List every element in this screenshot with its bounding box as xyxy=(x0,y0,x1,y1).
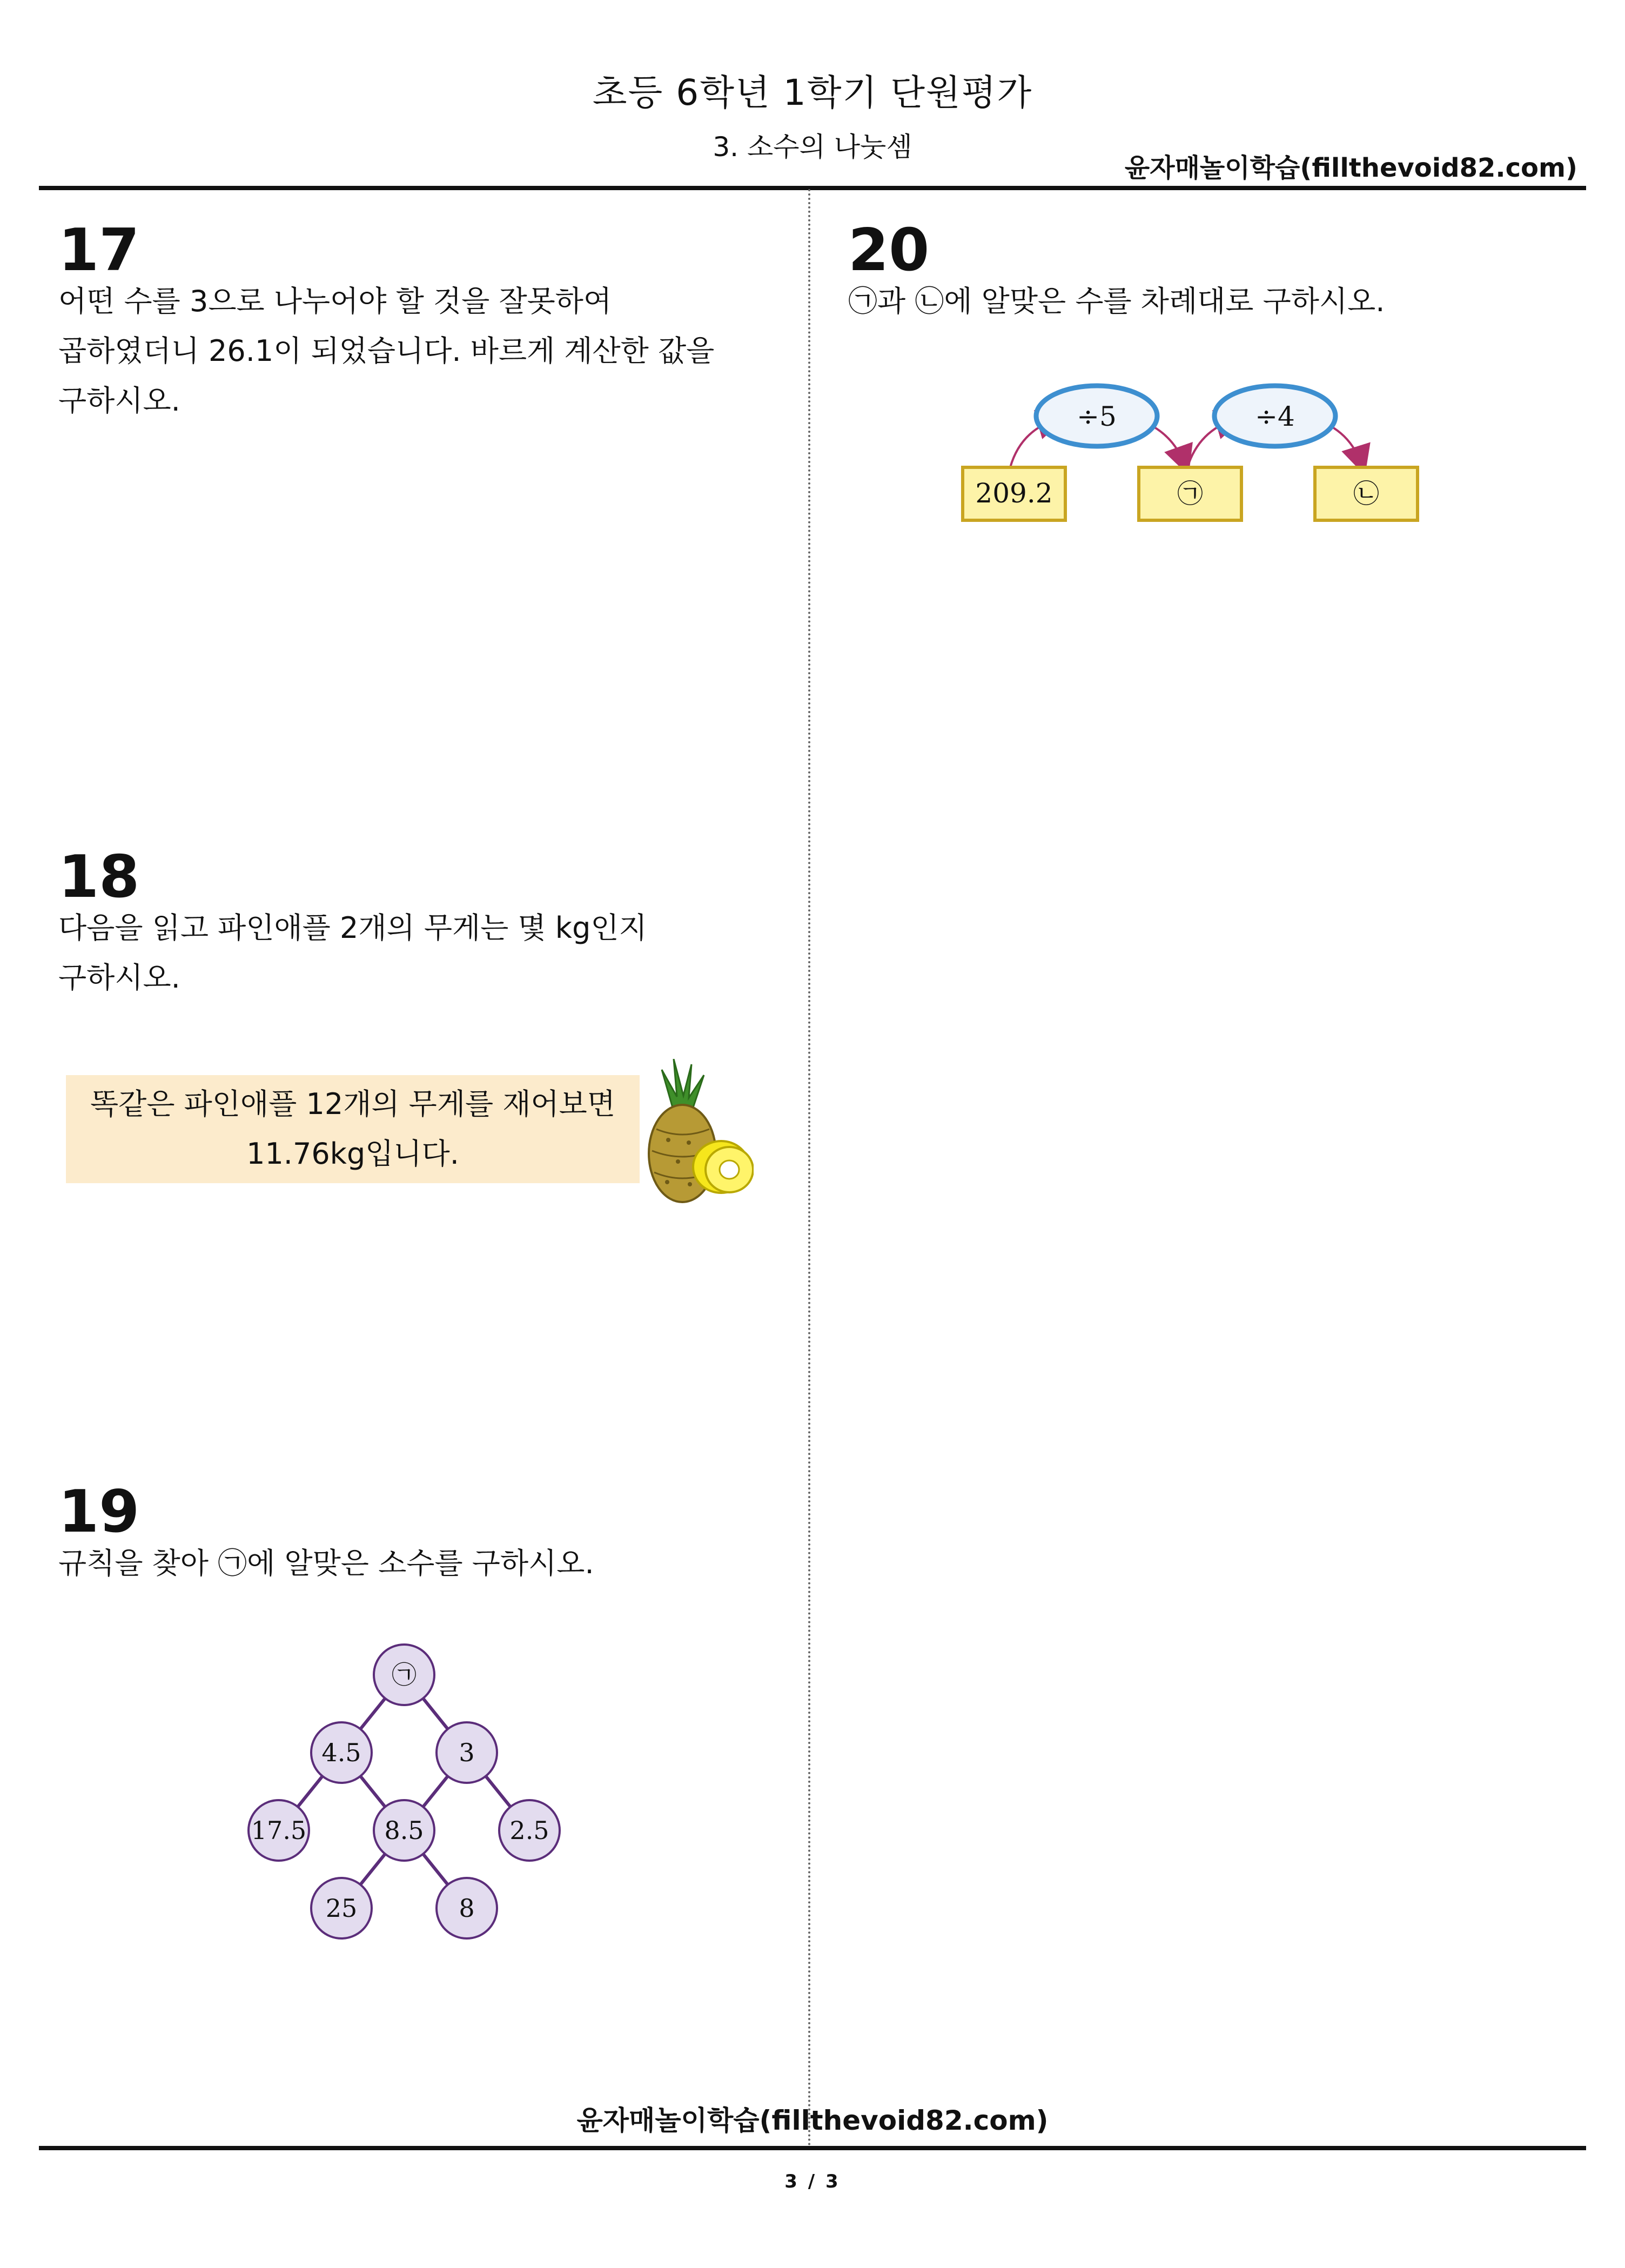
svg-text:÷5: ÷5 xyxy=(1077,401,1117,432)
svg-text:25: 25 xyxy=(325,1894,358,1923)
question-19-text: 규칙을 찾아 ㉠에 알맞은 소수를 구하시오. xyxy=(58,1546,594,1580)
question-17-text: 어떤 수를 3으로 나누어야 할 것을 잘못하여 곱하였더니 26.1이 되었습니다. 바르게 계산한 값을 구하시오. xyxy=(58,284,715,418)
column-divider xyxy=(808,189,810,2148)
value-box-blank-2 xyxy=(1315,467,1418,520)
value-box-blank-1 xyxy=(1139,467,1241,520)
question-19-number: 19 xyxy=(58,1478,140,1546)
svg-text:÷4: ÷4 xyxy=(1255,401,1295,432)
svg-text:㉠: ㉠ xyxy=(392,1660,417,1689)
pineapple-leaves-icon xyxy=(662,1059,704,1108)
svg-text:8: 8 xyxy=(459,1894,475,1923)
info-box-line-2: 11.76kg입니다. xyxy=(246,1137,459,1171)
tree-node-row2-left xyxy=(311,1722,372,1783)
tree-lines xyxy=(279,1675,529,1908)
tree-node-row2-right xyxy=(437,1722,497,1783)
page-number: 3 / 3 xyxy=(784,2171,841,2192)
division-flow-diagram xyxy=(956,378,1432,529)
question-20-text: ㉠과 ㉡에 알맞은 수를 차례대로 구하시오. xyxy=(848,284,1385,318)
tree-node-row3-right xyxy=(499,1800,560,1861)
number-tree-diagram xyxy=(238,1642,573,1956)
svg-text:3: 3 xyxy=(459,1738,475,1767)
svg-text:2.5: 2.5 xyxy=(509,1816,549,1845)
svg-text:㉠: ㉠ xyxy=(1177,479,1204,509)
question-17-number: 17 xyxy=(58,217,140,284)
question-18-info-box xyxy=(66,1075,640,1183)
header-rule xyxy=(39,186,1586,190)
svg-text:4.5: 4.5 xyxy=(321,1738,361,1767)
pineapple-illustration xyxy=(640,1059,754,1205)
header-brand: 윤자매놀이학습(fillthevoid82.com) xyxy=(1124,153,1577,183)
svg-text:209.2: 209.2 xyxy=(975,478,1053,509)
info-box-line-1: 똑같은 파인애플 12개의 무게를 재어보면 xyxy=(90,1087,615,1121)
question-20-number: 20 xyxy=(848,217,930,284)
pineapple-ring-icon xyxy=(693,1141,753,1193)
footer-rule xyxy=(39,2146,1586,2150)
operation-oval-2 xyxy=(1214,386,1335,446)
tree-node-row3-left xyxy=(249,1800,309,1861)
value-box-start xyxy=(963,467,1065,520)
tree-node-row3-middle xyxy=(374,1800,434,1861)
question-18-text: 다음을 읽고 파인애플 2개의 무게는 몇 kg인지 구하시오. xyxy=(58,911,647,995)
question-18-number: 18 xyxy=(58,843,140,911)
operation-oval-1 xyxy=(1036,386,1157,446)
svg-text:17.5: 17.5 xyxy=(251,1816,307,1845)
tree-node-row4-right xyxy=(437,1878,497,1938)
svg-text:8.5: 8.5 xyxy=(384,1816,424,1845)
tree-node-top xyxy=(374,1645,434,1705)
footer-brand: 윤자매놀이학습(fillthevoid82.com) xyxy=(576,2105,1049,2136)
svg-text:㉡: ㉡ xyxy=(1353,479,1380,509)
page-title: 초등 6학년 1학기 단원평가 xyxy=(592,72,1033,113)
page-subtitle: 3. 소수의 나눗셈 xyxy=(713,131,912,163)
tree-node-row4-left xyxy=(311,1878,372,1938)
